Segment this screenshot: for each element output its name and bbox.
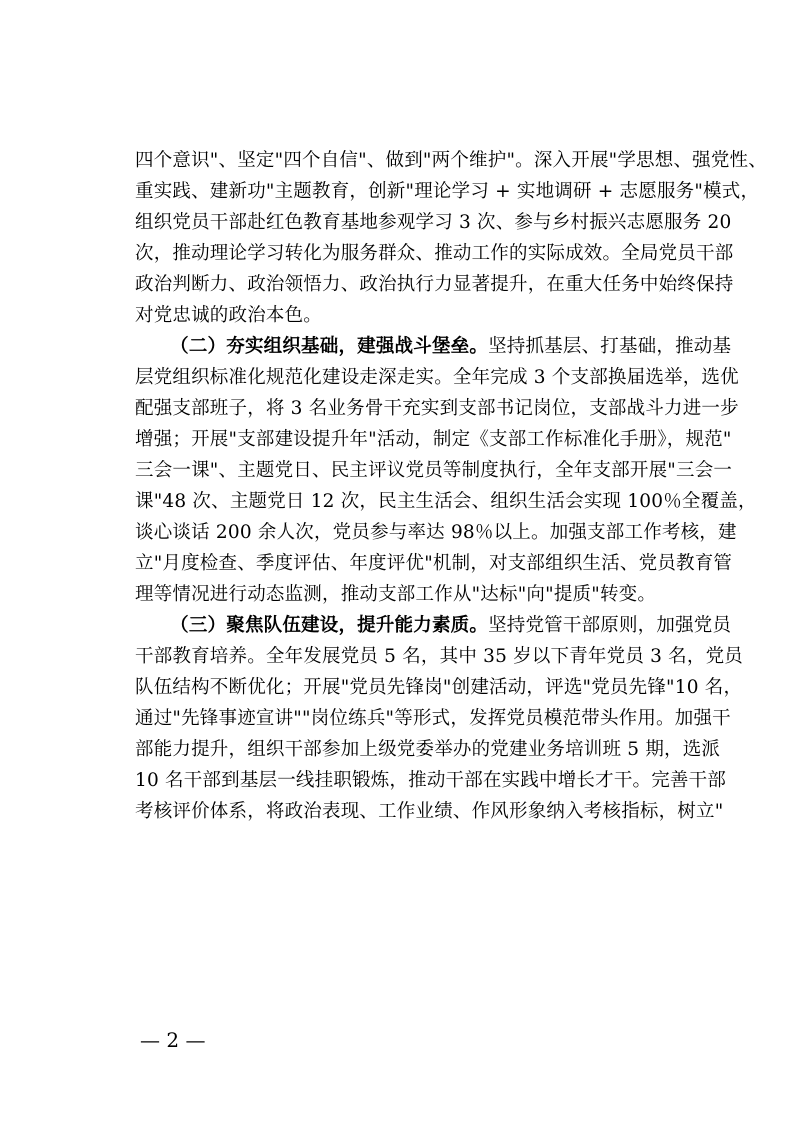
text-run: 坚持党管干部原则，加强党员 bbox=[488, 615, 732, 636]
text-line: 三会一课"、主题党日、民主评议党员等制度执行，全年支部开展"三会一 bbox=[135, 460, 733, 481]
paragraph-first-line bbox=[133, 610, 732, 641]
text-line: 10 名干部到基层一线挂职锻炼，推动干部在实践中增长才干。完善干部 bbox=[135, 770, 727, 791]
text-line: 理等情况进行动态监测，推动支部工作从"达标"向"提质"转变。 bbox=[135, 584, 657, 605]
document-body bbox=[135, 145, 767, 827]
paragraph-3 bbox=[135, 610, 743, 827]
text-line: 次，推动理论学习转化为服务群众、推动工作的实际成效。全局党员干部 bbox=[135, 243, 734, 264]
text-line: 层党组织标准化规范化建设走深走实。全年完成 3 个支部换届选举，选优 bbox=[135, 367, 739, 388]
text-line: 干部教育培养。全年发展党员 5 名，其中 35 岁以下青年党员 3 名，党员 bbox=[135, 646, 743, 667]
section-heading: （三）聚焦队伍建设，提升能力素质。 bbox=[170, 615, 489, 636]
paragraph-1 bbox=[135, 145, 767, 331]
text-line: 增强；开展"支部建设提升年"活动，制定《支部工作标准化手册》，规范" bbox=[135, 429, 732, 450]
text-line: 队伍结构不断优化；开展"党员先锋岗"创建活动，评选"党员先锋"10 名， bbox=[135, 677, 743, 698]
text-line: 对党忠诚的政治本色。 bbox=[135, 305, 323, 326]
text-line: 立"月度检查、季度评估、年度评优"机制，对支部组织生活、党员教育管 bbox=[135, 553, 733, 574]
paragraph-first-line bbox=[133, 331, 732, 362]
text-line: 重实践、建新功"主题教育，创新"理论学习 + 实地调研 + 志愿服务"模式， bbox=[135, 181, 760, 202]
section-heading: （二）夯实组织基础，建强战斗堡垒。 bbox=[170, 336, 489, 357]
text-line: 课"48 次、主题党日 12 次，民主生活会、组织生活会实现 100％全覆盖， bbox=[135, 491, 757, 512]
text-line: 政治判断力、政治领悟力、政治执行力显著提升，在重大任务中始终保持 bbox=[135, 274, 734, 295]
paragraph-2 bbox=[135, 331, 757, 610]
text-run: 坚持抓基层、打基础，推动基 bbox=[488, 336, 732, 357]
text-line: 谈心谈话 200 余人次，党员参与率达 98％以上。加强支部工作考核，建 bbox=[135, 522, 737, 543]
text-line: 部能力提升，组织干部参加上级党委举办的党建业务培训班 5 期，选派 bbox=[135, 739, 721, 760]
text-line: 考核评价体系，将政治表现、工作业绩、作风形象纳入考核指标，树立" bbox=[135, 801, 724, 822]
text-line: 通过"先锋事迹宣讲""岗位练兵"等形式，发挥党员模范带头作用。加强干 bbox=[135, 708, 731, 729]
text-line: 四个意识"、坚定"四个自信"、做到"两个维护"。深入开展"学思想、强党性、 bbox=[135, 150, 767, 171]
text-line: 组织党员干部赴红色教育基地参观学习 3 次、参与乡村振兴志愿服务 20 bbox=[135, 212, 732, 233]
page-number: — 2 — bbox=[140, 1028, 206, 1052]
text-line: 配强支部班子，将 3 名业务骨干充实到支部书记岗位，支部战斗力进一步 bbox=[135, 398, 739, 419]
